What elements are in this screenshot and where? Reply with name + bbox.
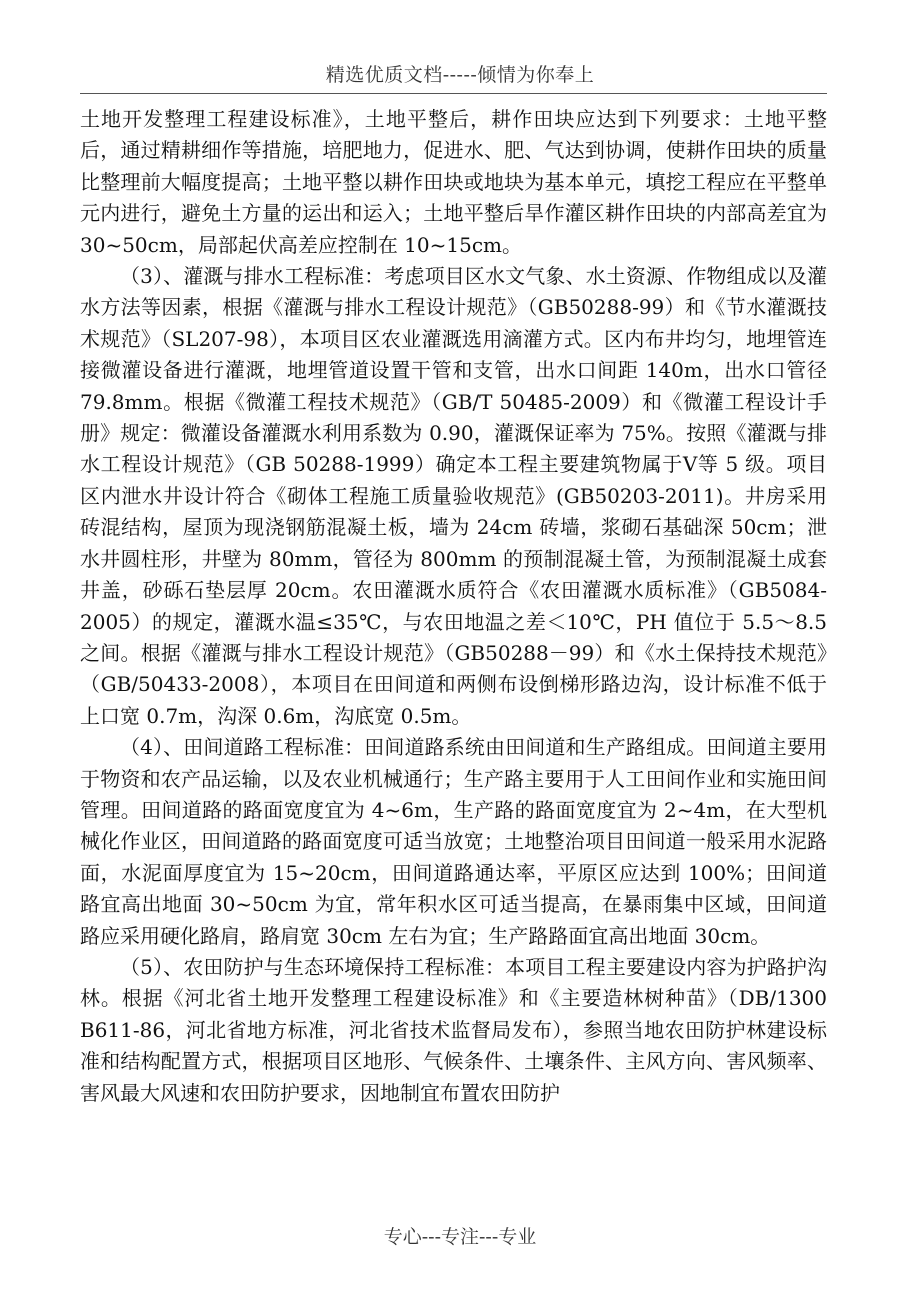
document-body (80, 104, 827, 1109)
paragraph-field-roads: （4）、田间道路工程标准：田间道路系统由田间道和生产路组成。田间道主要用于物资和农产品运输，以及农业机械通行；生产路主要用于人工田间作业和实施田间管理。田间道路的路面宽度宜为 4~6m，生产路的路面宽度宜为 2~4m，在大型机械化作业区，田间道路的路面宽度可适当放宽；土地整治项目田间道一般采用水泥路面，水泥面厚度宜为 15~20cm，田间道路通达率，平原区应达到 100%；田间道路宜高出地面 30~50cm 为宜，常年积水区可适当提高，在暴雨集中区域，田间道路应采用硬化路肩，路肩宽 30cm 左右为宜；生产路路面宜高出地面 30cm。 (80, 735, 827, 948)
paragraph-farmland-protection: （5）、农田防护与生态环境保持工程标准：本项目工程主要建设内容为护路护沟林。根据《河北省土地开发整理工程建设标准》和《主要造林树种苗》（DB/1300 B611-86，河北省地方标准，河北省技术监督局发布），参照当地农田防护林建设标准和结构配置方式，根据项目区地形、气候条件、土壤条件、主风方向、害风频率、害风最大风速和农田防护要求，因地制宜布置农田防护 (80, 954, 827, 1105)
page-footer: 专心---专注---专业 (383, 1226, 537, 1248)
paragraph-land-leveling: 土地开发整理工程建设标准》，土地平整后，耕作田块应达到下列要求：土地平整后，通过精耕细作等措施，培肥地力，促进水、肥、气达到协调，使耕作田块的质量比整理前大幅度提高；土地平整以耕作田块或地块为基本单元，填挖工程应在平整单元内进行，避免土方量的运出和运入；土地平整后旱作灌区耕作田块的内部高差宜为 30~50cm，局部起伏高差应控制在 10~15cm。 (80, 107, 827, 257)
header-divider (80, 93, 827, 94)
paragraph-irrigation-drainage: （3）、灌溉与排水工程标准：考虑项目区水文气象、水土资源、作物组成以及灌水方法等因素，根据《灌溉与排水工程设计规范》（GB50288-99）和《节水灌溉技术规范》（SL207-98），本项目区农业灌溉选用滴灌方式。区内布井均匀，地埋管连接微灌设备进行灌溉，地埋管道设置干管和支管，出水口间距 140m，出水口管径 79.8mm。根据《微灌工程技术规范》（GB/T 50485-2009）和《微灌工程设计手册》规定：微灌设备灌溉水利用系数为 0.90，灌溉保证率为 75%。按照《灌溉与排水工程设计规范》（GB 50288-1999）确定本工程主要建筑物属于Ⅴ等 5 级。项目区内泄水井设计符合《砌体工程施工质量验收规范》(GB50203-2011)。井房采用砖混结构，屋顶为现浇钢筋混凝土板，墙为 24cm 砖墙，浆砌石基础深 50cm；泄水井圆柱形，井壁为 80mm，管径为 800mm 的预制混凝土管，为预制混凝土成套井盖，砂砾石垫层厚 20cm。农田灌溉水质符合《农田灌溉水质标准》（GB5084-2005）的规定，灌溉水温≤35℃，与农田地温之差＜10℃，PH 值位于 5.5～8.5 之间。根据《灌溉与排水工程设计规范》（GB50288－99）和《水土保持技术规范》（GB/50433-2008），本项目在田间道和两侧布设倒梯形路边沟，设计标准不低于上口宽 0.7m，沟深 0.6m，沟底宽 0.5m。 (80, 264, 827, 728)
page-header: 精选优质文档-----倾情为你奉上 (325, 64, 595, 86)
